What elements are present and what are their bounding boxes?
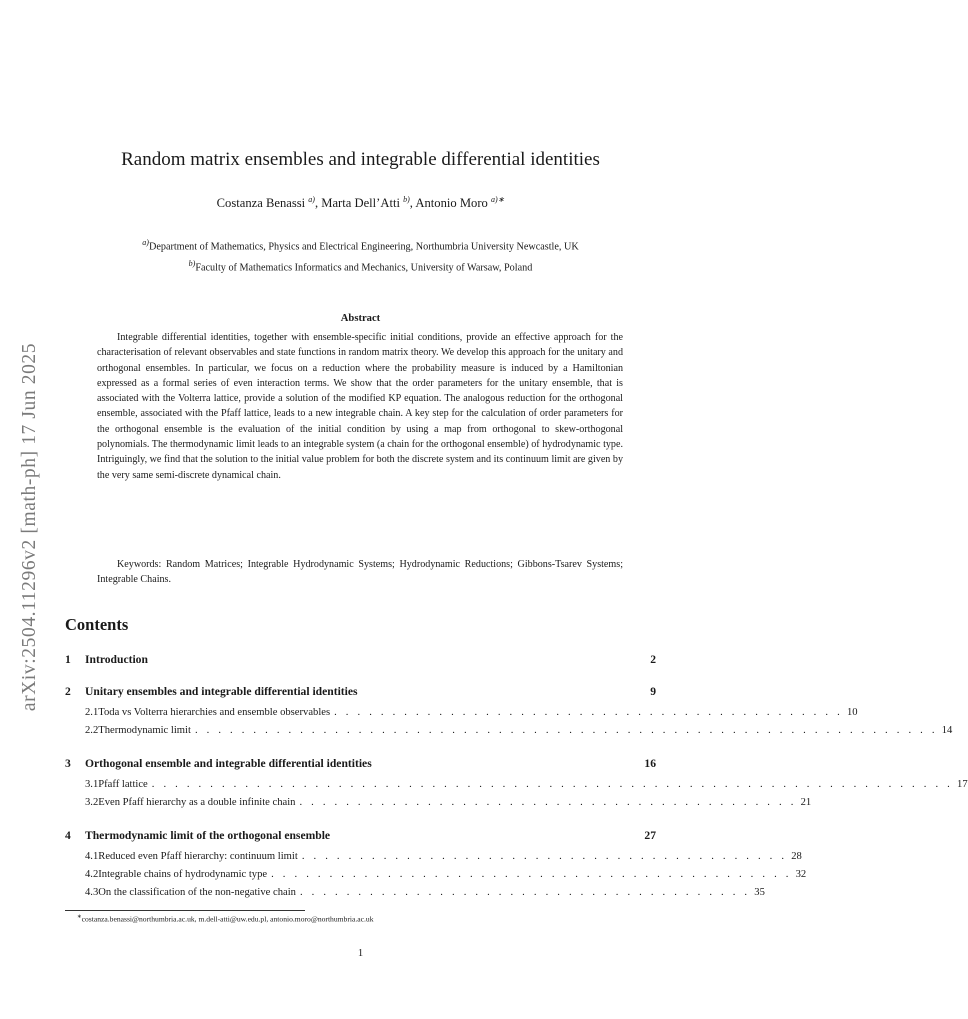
toc-section-number: 1 [65, 653, 71, 666]
author-mark: a) [308, 195, 315, 204]
contents-heading: Contents [65, 615, 129, 634]
toc-section-number: 2 [65, 685, 71, 698]
toc-section-3[interactable] [65, 757, 656, 770]
toc-subsection-number: 4.1 [85, 851, 99, 862]
toc-subsection-title: Even Pfaff hierarchy as a double infinite chain [98, 797, 296, 808]
toc-subsection-title: Reduced even Pfaff hierarchy: continuum limit [98, 851, 298, 862]
toc-section-number: 3 [65, 757, 71, 770]
arxiv-stamp: arXiv:2504.11296v2 [math-ph] 17 Jun 2025 [19, 342, 40, 712]
author-name: Antonio Moro [415, 196, 488, 211]
affiliation [0, 238, 721, 252]
toc-leader-dots: . . . . . . . . . . . . . . . . . . . . . . . . . . . . . . . . . . . . . . . . . . . . . . . . . . . . . . . . . . . . . . . . . . . . . [151, 779, 954, 790]
footnote [77, 914, 374, 924]
toc-subsection-title: Toda vs Volterra hierarchies and ensemble observables [98, 707, 331, 718]
toc-subsection-title: Pfaff lattice [98, 779, 148, 790]
toc-section-title: Thermodynamic limit of the orthogonal ensemble [85, 829, 331, 842]
toc-subsection-title: On the classification of the non-negative chain [98, 887, 296, 898]
abstract-body: Integrable differential identities, together with ensemble-specific initial conditions, provide an effective approach for the characterisation of relevant observables and state functions in random matrix theory. We develop this approach for the unitary and orthogonal ensembles. In particular, we focus on a reduction where the probability measure is induced by a Hamiltonian expressed as a formal series of even interaction terms. We show that the order parameters for the unitary ensemble, that is associated with the Volterra lattice, provide a solution of the modified KP equation. The analogous reduction for the orthogonal ensemble, associated with the Pfaff lattice, leads to a new integrable chain. A key step for the calculation of order parameters for the orthogonal ensemble is the evaluation of the initial condition by using a map from orthogonal to skew-orthogonal polynomials. The thermodynamic limit leads to an integrable system (a chain for the orthogonal ensemble) of hydrodynamic type. Intriguingly, we find that the solution to the initial value problem for both the discrete system and its continuum limit are given by the very same semi-discrete dynamical chain. [97, 332, 623, 481]
toc-page-number: 32 [795, 869, 807, 880]
affiliation-text: Faculty of Mathematics Informatics and Mechanics, University of Warsaw, Poland [195, 262, 533, 274]
page-number: 1 [357, 948, 364, 959]
toc-subsection-4-3[interactable] [85, 887, 765, 898]
toc-subsection-title: Thermodynamic limit [98, 725, 191, 736]
toc-section-title: Introduction [85, 653, 148, 666]
toc-section-number: 4 [65, 829, 71, 842]
toc-page-number: 14 [941, 725, 953, 736]
author-mark: b) [403, 195, 410, 204]
abstract-heading: Abstract [340, 313, 381, 324]
toc-subsection-title: Integrable chains of hydrodynamic type [98, 869, 268, 880]
affiliation-mark: b) [188, 259, 196, 268]
toc-subsection-3-1[interactable] [85, 779, 968, 790]
toc-subsection-number: 4.2 [85, 869, 99, 880]
toc-subsection-number: 4.3 [85, 887, 99, 898]
author-mark: a)∗ [490, 195, 505, 204]
toc-leader-dots: . . . . . . . . . . . . . . . . . . . . . . . . . . . . . . . . . . . . . . . . . . . . [334, 707, 843, 718]
toc-subsection-number: 3.2 [85, 797, 99, 808]
toc-leader-dots: . . . . . . . . . . . . . . . . . . . . . . . . . . . . . . . . . . . . . . . [299, 887, 751, 898]
toc-subsection-4-2[interactable] [85, 869, 807, 880]
toc-page-number: 16 [644, 757, 656, 770]
toc-subsection-2-1[interactable] [85, 707, 858, 718]
author-name: Costanza Benassi [216, 196, 306, 211]
toc-section-1[interactable] [65, 653, 656, 666]
toc-page-number: 10 [846, 707, 858, 718]
toc-subsection-3-2[interactable] [85, 797, 812, 808]
affiliation [0, 259, 721, 273]
toc-page-number: 27 [644, 829, 656, 842]
toc-section-title: Unitary ensembles and integrable differential identities [85, 685, 358, 698]
paper-title: Random matrix ensembles and integrable differential identities [121, 149, 600, 170]
toc-subsection-number: 3.1 [85, 779, 99, 790]
toc-page-number: 9 [650, 685, 656, 698]
toc-page-number: 2 [650, 653, 656, 666]
toc-subsection-2-2[interactable] [85, 725, 953, 736]
affiliation-text: Department of Mathematics, Physics and Electrical Engineering, Northumbria University Newcastle, UK [148, 241, 579, 253]
toc-leader-dots: . . . . . . . . . . . . . . . . . . . . . . . . . . . . . . . . . . . . . . . . . . . [299, 797, 797, 808]
footnote-emails[interactable]: costanza.benassi@northumbria.ac.uk, m.dell-atti@uw.edu.pl, antonio.moro@northumbria.ac.uk [81, 914, 374, 924]
toc-subsection-number: 2.2 [85, 725, 99, 736]
toc-section-4[interactable] [65, 829, 656, 842]
toc-page-number: 17 [957, 779, 968, 790]
toc-section-2[interactable] [65, 685, 656, 698]
affiliation-mark: a) [142, 238, 149, 247]
toc-subsection-number: 2.1 [85, 707, 99, 718]
author-name: Marta Dell’Atti [321, 196, 400, 211]
toc-leader-dots: . . . . . . . . . . . . . . . . . . . . . . . . . . . . . . . . . . . . . . . . . . [301, 851, 788, 862]
toc-leader-dots: . . . . . . . . . . . . . . . . . . . . . . . . . . . . . . . . . . . . . . . . . . . . . [271, 869, 792, 880]
toc-page-number: 28 [791, 851, 802, 862]
toc-subsection-4-1[interactable] [85, 851, 802, 862]
toc-leader-dots: . . . . . . . . . . . . . . . . . . . . . . . . . . . . . . . . . . . . . . . . . . . . . . . . . . . . . . . . . . . . . . . . [194, 725, 938, 736]
toc-section-title: Orthogonal ensemble and integrable differential identities [85, 757, 372, 770]
author-list: Costanza Benassi $^{a)}$, Marta Dell’Atti $^{b)}$, Antonio Moro $^{a)∗}$ [216, 195, 505, 211]
footnote-rule [65, 910, 305, 911]
footnote-mark: ∗ [77, 914, 82, 920]
toc-page-number: 21 [800, 797, 812, 808]
keywords: Keywords: Random Matrices; Integrable Hydrodynamic Systems; Hydrodynamic Reductions; Gibbons-Tsarev Systems; Integrable Chains. [97, 559, 623, 586]
toc-page-number: 35 [754, 887, 765, 898]
